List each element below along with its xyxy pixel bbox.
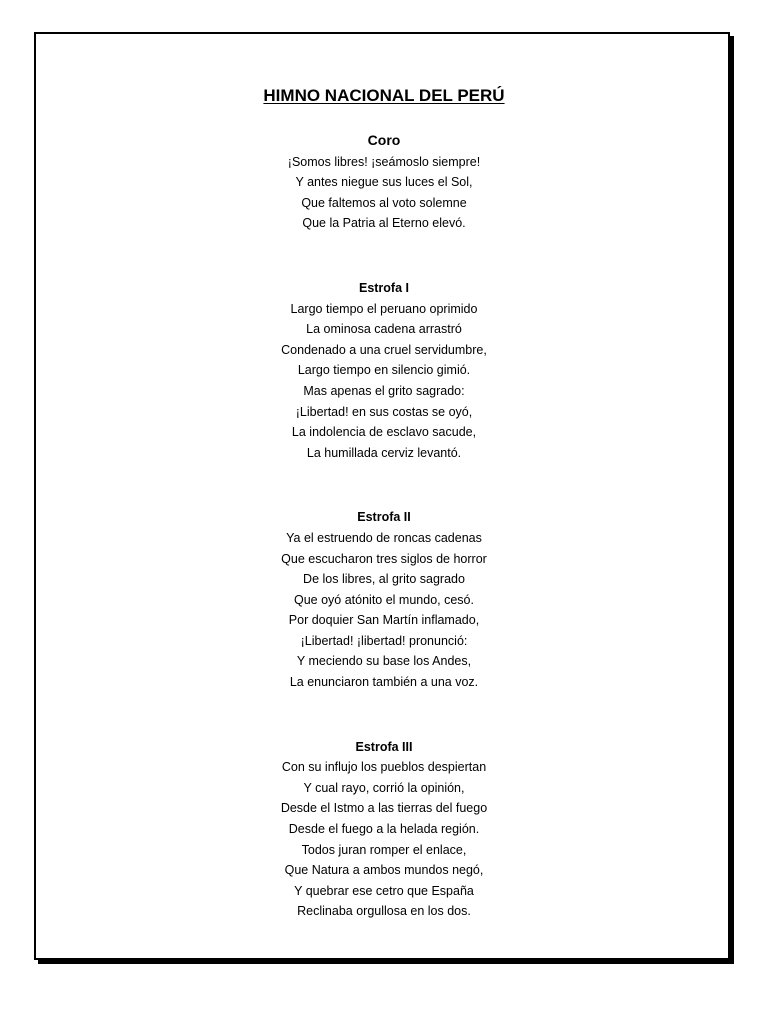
verse-line: Que escucharon tres siglos de horror (281, 551, 487, 566)
verse-line: Largo tiempo en silencio gimió. (297, 363, 471, 378)
section-estrofa-1 (36, 278, 732, 463)
verse-line: Ya el estruendo de roncas cadenas (286, 530, 482, 545)
verse-line: Y antes niegue sus luces el Sol, (295, 175, 473, 190)
verse-line: Que oyó atónito el mundo, cesó. (294, 592, 474, 607)
verse-line: Todos juran romper el enlace, (301, 842, 467, 857)
section-coro (36, 130, 732, 234)
verse-line: Que Natura a ambos mundos negó, (284, 863, 484, 878)
verse-line: ¡Libertad! en sus costas se oyó, (295, 404, 473, 419)
verse-line: Que faltemos al voto solemne (301, 195, 467, 210)
verse-line: La enunciaron también a una voz. (289, 675, 479, 690)
verse-line: Y meciendo su base los Andes, (296, 654, 472, 669)
verse-line: Por doquier San Martín inflamado, (288, 613, 480, 628)
verse-line: Condenado a una cruel servidumbre, (281, 342, 487, 357)
verse-line: La ominosa cadena arrastró (306, 322, 462, 337)
verse-line: La indolencia de esclavo sacude, (291, 425, 477, 440)
section-heading: Coro (367, 132, 401, 148)
verse-line: Desde el Istmo a las tierras del fuego (280, 801, 488, 816)
verse-line: Largo tiempo el peruano oprimido (290, 301, 478, 316)
section-heading: Estrofa II (357, 510, 411, 525)
verse-line: Reclinaba orgullosa en los dos. (297, 904, 471, 919)
verse-line: De los libres, al grito sagrado (303, 572, 465, 587)
verse-line: Y cual rayo, corrió la opinión, (303, 780, 465, 795)
section-estrofa-3 (36, 737, 732, 922)
verse-line: La humillada cerviz levantó. (306, 445, 462, 460)
verse-line: Mas apenas el grito sagrado: (303, 383, 465, 398)
section-heading: Estrofa I (358, 280, 409, 295)
verse-line: ¡Libertad! ¡libertad! pronunció: (300, 633, 468, 648)
verse-line: Que la Patria al Eterno elevó. (302, 216, 466, 231)
document-title: HIMNO NACIONAL DEL PERÚ (263, 86, 505, 105)
verse-line: Con su influjo los pueblos despiertan (281, 760, 487, 775)
section-estrofa-2 (36, 507, 732, 692)
document-body (36, 84, 732, 922)
verse-line: Y quebrar ese cetro que España (294, 883, 474, 898)
verse-line: Desde el fuego a la helada región. (288, 822, 480, 837)
verse-line: ¡Somos libres! ¡seámoslo siempre! (287, 154, 481, 169)
section-heading: Estrofa III (355, 739, 413, 754)
